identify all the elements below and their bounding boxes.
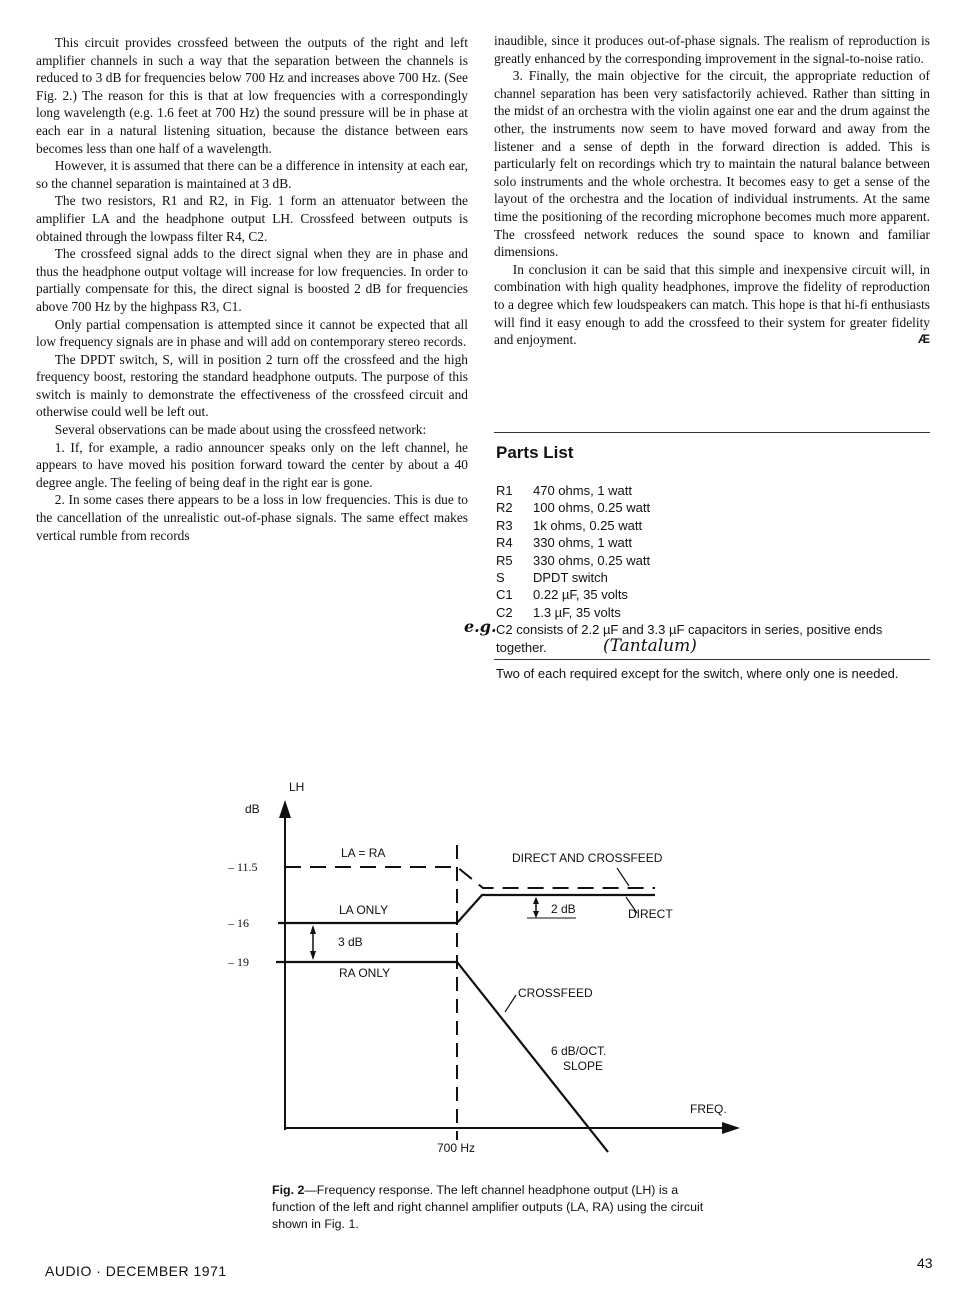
paragraph: The two resistors, R1 and R2, in Fig. 1 form an attenuator between the amplifier LA and the headphone output LH. Crossfeed between outputs is obtained through the lowpass filter R4, C2. xyxy=(36,193,468,244)
parts-list-title: Parts List xyxy=(496,443,574,462)
leader-direct-and-crossfeed xyxy=(617,868,629,886)
y-tick: – 19 xyxy=(228,955,249,969)
y-axis-arrow-icon xyxy=(279,800,291,818)
part-value: 1.3 µF, 35 volts xyxy=(533,604,621,620)
label-la-only: LA ONLY xyxy=(339,903,389,917)
part-value: 470 ohms, 1 watt xyxy=(533,483,632,498)
label-2db: 2 dB xyxy=(551,902,576,916)
caption-label: Fig. 2 xyxy=(272,1183,305,1197)
paragraph: The DPDT switch, S, will in position 2 turn off the crossfeed and the high frequency boost, restoring the standard headphone outputs. The purpose of this switch is mainly to demonstrate the effectiveness of the crossfeed circuit and otherwise could well be left out. xyxy=(36,351,468,420)
paragraph: 2. In some cases there appears to be a loss in low frequencies. This is due to the cancellation of the unrealistic out-of-phase signals. The same effect makes vertical rumble from records xyxy=(36,492,468,543)
label-direct-and-crossfeed: DIRECT AND CROSSFEED xyxy=(512,851,663,865)
part-id: R3 xyxy=(496,517,513,533)
x-axis-label: FREQ. xyxy=(690,1102,727,1116)
y-tick: – 11.5 xyxy=(228,860,258,874)
part-id: C2 xyxy=(496,604,513,620)
paragraph: However, it is assumed that there can be a difference in intensity at each ear, so the channel separation is maintained at 3 dB. xyxy=(36,158,468,191)
y-axis-label-lh: LH xyxy=(289,780,305,794)
part-id: R4 xyxy=(496,535,513,551)
part-value: DPDT switch xyxy=(533,570,608,586)
label-ra-only: RA ONLY xyxy=(339,966,391,980)
y-tick: – 16 xyxy=(228,916,249,930)
end-mark: Æ xyxy=(918,332,930,347)
label-crossfeed: CROSSFEED xyxy=(518,986,593,1000)
part-value: 0.22 µF, 35 volts xyxy=(533,587,628,603)
label-la-eq-ra: LA = RA xyxy=(341,846,386,860)
series-la-eq-ra xyxy=(285,867,655,888)
figure-caption xyxy=(272,1182,722,1233)
handwritten-margin-note: e.g. xyxy=(464,617,497,636)
paragraph: inaudible, since it produces out-of-phase signals. The realism of reproduction is greatly enhanced by the corresponding improvement in the signal-to-noise ratio. xyxy=(494,33,930,66)
parts-note: C2 consists of 2.2 µF and 3.3 µF capacitors in series, positive ends together. xyxy=(496,622,883,655)
part-id: C1 xyxy=(496,587,513,603)
part-id: R1 xyxy=(496,483,513,498)
label-direct: DIRECT xyxy=(628,907,673,921)
paragraph: Several observations can be made about using the crossfeed network: xyxy=(54,422,427,438)
paragraph: 1. If, for example, a radio announcer speaks only on the left channel, he appears to have moved his position forward toward the center by about a 40 degree angle. The feeling of being deaf in the right ear is gone. xyxy=(36,439,468,490)
part-value: 100 ohms, 0.25 watt xyxy=(533,500,651,516)
caption-text: —Frequency response. The left channel headphone output (LH) is a function of the left and right channel amplifier outputs (LA, RA) using the circuit shown in Fig. 1. xyxy=(272,1183,704,1231)
x-axis-arrow-icon xyxy=(722,1122,740,1134)
paragraph: The crossfeed signal adds to the direct signal when they are in phase and thus the headphone output voltage will increase for low frequencies. In order to partially compensate for this, the direct signal is boosted 2 dB for frequencies above 700 Hz by the highpass R3, C1. xyxy=(36,246,468,314)
part-value: 330 ohms, 0.25 watt xyxy=(533,552,651,568)
paragraph: 3. Finally, the main objective for the circuit, the appropriate reduction of channel separation has been very satisfactorily achieved. Rather than sitting in the midst of an orchestra with the violin against one ear and the drum against the other, the instruments now seem to have moved forward and away from the listener and a sense of depth in the forward direction is added. This is particularly felt on recordings which try to maintain the natural balance between solo instruments and the whole orchestra. It becomes easy to get a sense of the layout of the orchestra and the location of individual instruments. At the same time the positioning of the recording microphone becomes much more apparent. The crossfeed network reduces the sound space to known and familiar dimensions. xyxy=(494,68,930,260)
leader-crossfeed xyxy=(505,995,516,1012)
page-number: 43 xyxy=(917,1255,933,1271)
label-slope-line1: 6 dB/OCT. xyxy=(551,1044,607,1058)
paragraph: This circuit provides crossfeed between the outputs of the right and left amplifier channels in such a way that the separation between the channels is reduced to 3 dB for frequencies below 700 Hz and increases above 700 Hz. (See Fig. 2.) The reason for this is that at low frequencies with a correspondingly long wavelength (e.g. 1.6 feet at 700 Hz) the sound pressure will be in phase at each ear in a natural listening situation, because the distance between ears becomes less than one half of a wavelength. xyxy=(36,35,468,156)
parts-footnote: Two of each required except for the switch, where only one is needed. xyxy=(496,666,899,681)
part-value: 1k ohms, 0.25 watt xyxy=(533,517,643,533)
series-la-only xyxy=(278,895,655,923)
label-slope-line2: SLOPE xyxy=(563,1059,604,1073)
footer-publication: AUDIO · DECEMBER 1971 xyxy=(45,1263,227,1279)
handwritten-note: (Tantalum) xyxy=(603,636,697,656)
part-id: R2 xyxy=(496,500,513,516)
part-value: 330 ohms, 1 watt xyxy=(533,535,632,551)
label-3db: 3 dB xyxy=(338,935,363,949)
paragraph: Only partial compensation is attempted since it cannot be expected that all low frequency signals are in phase and will add on contemporary stereo records. xyxy=(36,316,468,350)
paragraph-text: In conclusion it can be said that this simple and inexpensive circuit will, in combination with high quality headphones, improve the fidelity of reproduction to a degree which few loudspeakers can match. This hope is that hi-fi enthusiasts will find it easy enough to add the crossfeed to their system for greater fidelity and enjoyment. xyxy=(494,261,930,348)
part-id: S xyxy=(496,570,505,586)
x-tick-700hz: 700 Hz xyxy=(437,1141,476,1155)
part-id: R5 xyxy=(496,552,513,568)
y-axis-unit: dB xyxy=(245,802,260,816)
